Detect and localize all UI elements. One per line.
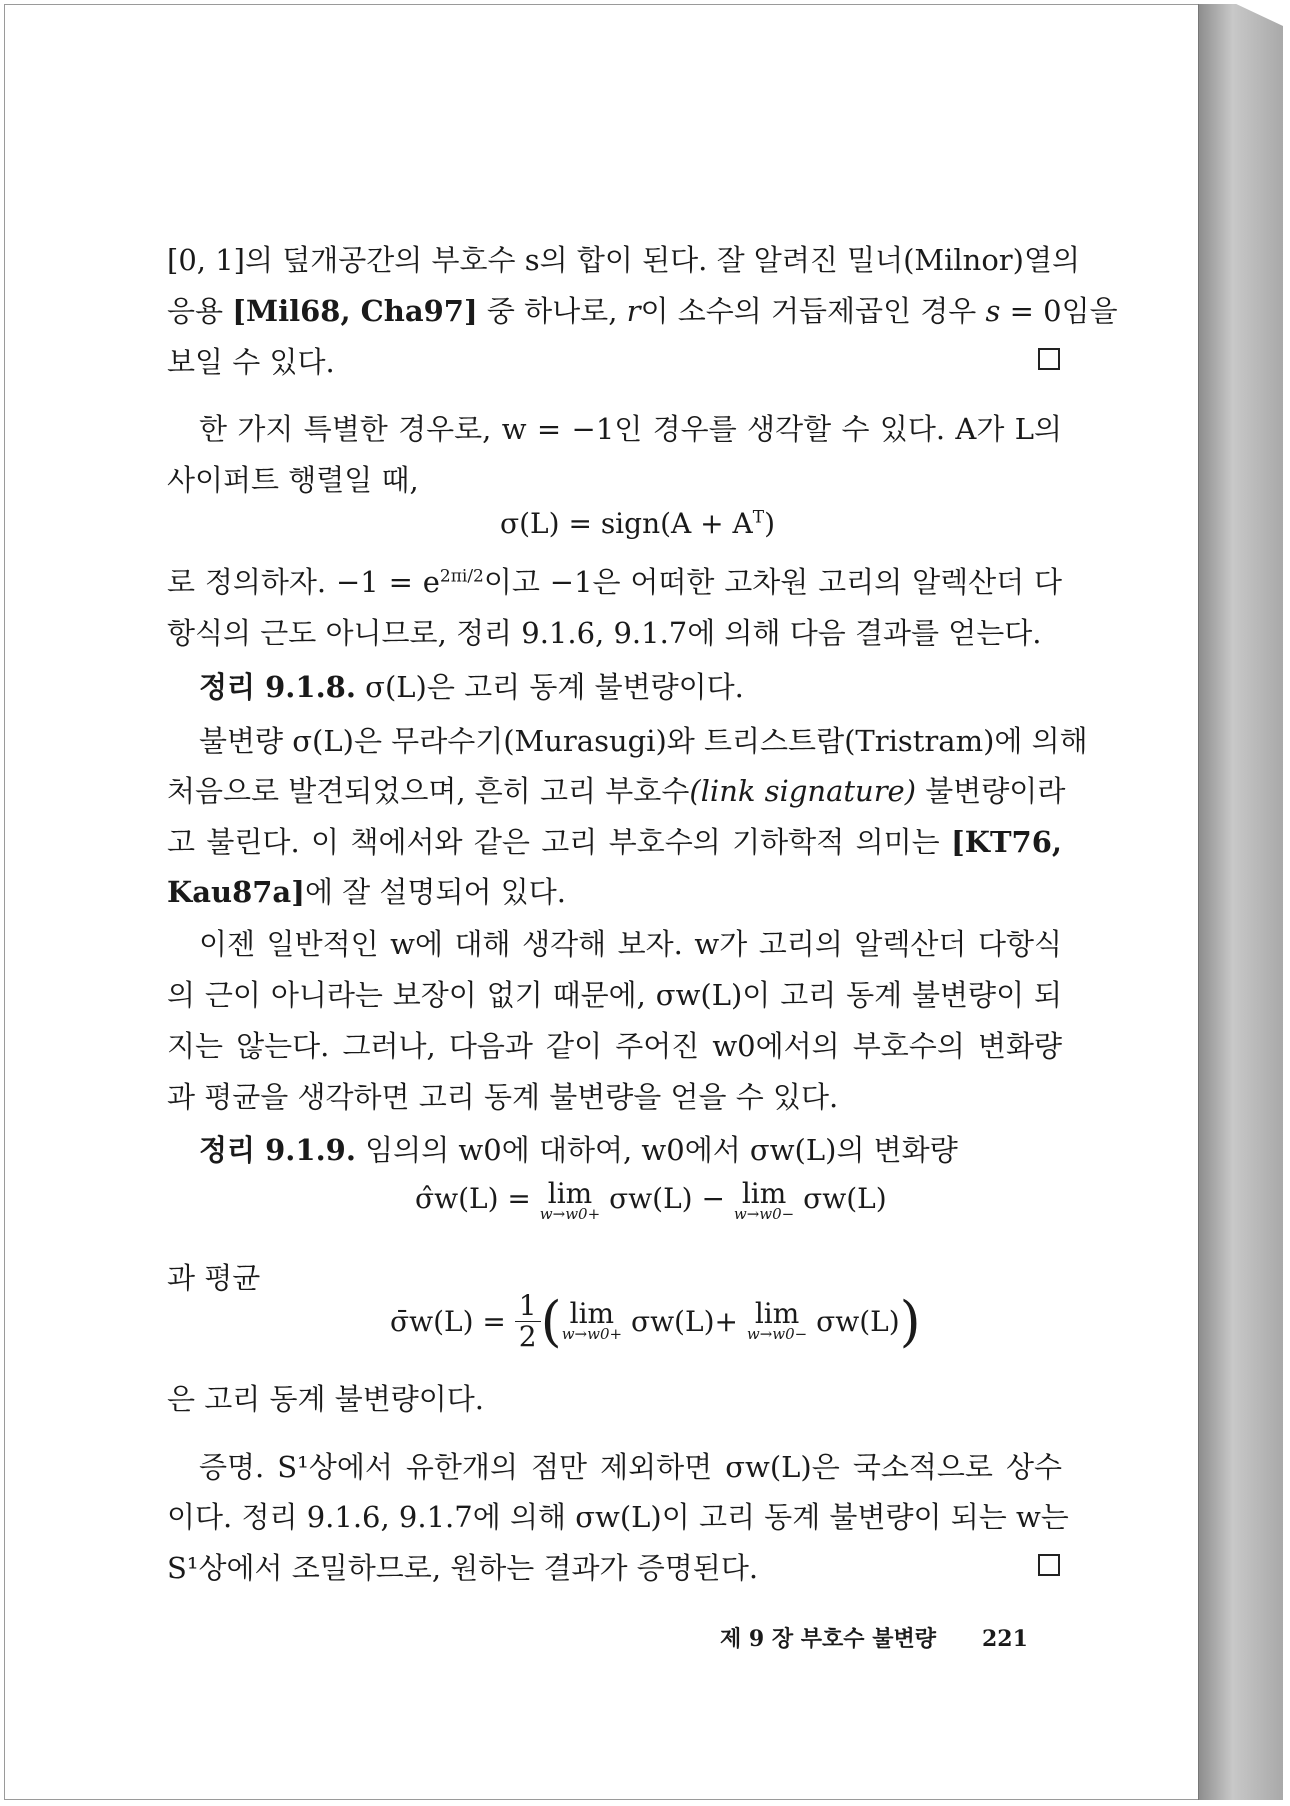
- paragraph-line: [167, 1024, 1062, 1064]
- text-span: 보일 수 있다.: [167, 345, 335, 379]
- lim-subscript: w→w0−: [733, 1205, 795, 1223]
- text-span: 지는 않는다. 그러나, 다음과 같이 주어진 w0에서의 부호수의 변화량: [167, 1029, 1062, 1063]
- paragraph-line: [167, 1075, 1062, 1115]
- paragraph-line: [167, 289, 1118, 329]
- book-spine: [1198, 4, 1283, 1800]
- paragraph-line: [167, 407, 1062, 447]
- text-span: 증명. S¹상에서 유한개의 점만 제외하면 σw(L)은 국소적으로 상수: [199, 1450, 1062, 1484]
- lim-text: lim: [547, 1177, 593, 1210]
- citation: [Mil68, Cha97]: [232, 294, 478, 328]
- text-span: 응용: [167, 294, 233, 328]
- theorem-text: 임의의 w0에 대하여, w0에서 σw(L)의 변화량: [355, 1133, 958, 1167]
- equation-text: σw(L): [816, 1305, 900, 1338]
- equation-text: ): [764, 507, 776, 540]
- text-span: 불변량 σ(L)은 무라수기(Murasugi)와 트리스트람(Tristram)에 의해: [199, 724, 1088, 758]
- equation-text: +: [714, 1305, 738, 1338]
- equation-text: σw(L): [609, 1182, 693, 1215]
- text-span: 은 고리 동계 불변량이다.: [167, 1382, 485, 1416]
- text-span: 한 가지 특별한 경우로, w = −1인 경우를 생각할 수 있다. A가 L의: [199, 412, 1062, 446]
- qed-box-icon: [1038, 348, 1060, 370]
- paragraph-line: [167, 238, 1080, 278]
- paragraph-line: [167, 820, 1062, 860]
- paragraph-line: [167, 340, 1062, 380]
- text-span: 로 정의하자. −1 = e: [167, 565, 440, 599]
- limit-operator: [746, 1296, 808, 1343]
- limit-operator: [561, 1296, 623, 1343]
- paragraph-line: [167, 1445, 1062, 1485]
- equation-text: −: [701, 1182, 725, 1215]
- equation-text: σ(L) = sign(A + A: [500, 507, 753, 540]
- text-span: 불변량이라: [916, 774, 1066, 808]
- paragraph-line: [167, 1546, 1062, 1586]
- equation-text: σw(L): [803, 1182, 887, 1215]
- paragraph-line: [167, 560, 1062, 600]
- paragraph-line: [167, 1377, 1062, 1417]
- lim-text: lim: [754, 1296, 800, 1330]
- paragraph-line: [167, 922, 1062, 962]
- numerator: 1: [515, 1291, 541, 1322]
- qed-box-icon: [1038, 1554, 1060, 1576]
- lim-text: lim: [741, 1177, 787, 1210]
- text-span: 처음으로 발견되었으며, 흔히 고리 부호수: [167, 774, 690, 808]
- superscript: 2πi/2: [439, 566, 484, 587]
- paragraph-line: [167, 611, 1062, 651]
- equation-text: σ̂w(L) =: [415, 1182, 531, 1215]
- citation: [KT76,: [951, 825, 1062, 859]
- equation-text: σ̄w(L) =: [390, 1305, 506, 1338]
- text-span: S¹상에서 조밀하므로, 원하는 결과가 증명된다.: [167, 1551, 759, 1585]
- page-number: 221: [981, 1626, 1028, 1652]
- text-span: 고 불린다. 이 책에서와 같은 고리 부호수의 기하학적 의미는: [167, 825, 952, 859]
- text-span: = 0임을: [1000, 294, 1118, 328]
- superscript: T: [752, 507, 765, 528]
- lim-subscript: w→w0+: [561, 1324, 623, 1343]
- chapter-title: 제 9 장 부호수 불변량: [720, 1626, 936, 1652]
- running-footer: [720, 1622, 1028, 1653]
- text-span: 중 하나로,: [477, 294, 627, 328]
- paragraph-line: [167, 973, 1062, 1013]
- paragraph-line: [167, 719, 1088, 759]
- theorem: [167, 1128, 1062, 1168]
- theorem-text: σ(L)은 고리 동계 불변량이다.: [355, 670, 744, 704]
- citation: Kau87a]: [167, 875, 305, 909]
- equation-variation: [415, 1177, 887, 1223]
- text-span: 이고 −1은 어떠한 고차원 고리의 알렉산더 다: [483, 565, 1062, 599]
- math-var: s: [985, 294, 1001, 328]
- fraction: [515, 1291, 541, 1352]
- lim-subscript: w→w0+: [539, 1205, 601, 1223]
- theorem: [167, 665, 1062, 705]
- text-span: 의 근이 아니라는 보장이 없기 때문에, σw(L)이 고리 동계 불변량이 되: [167, 978, 1062, 1012]
- theorem-label: 정리 9.1.8.: [199, 670, 356, 704]
- paren-left: (: [540, 1290, 562, 1353]
- theorem-label: 정리 9.1.9.: [199, 1133, 356, 1167]
- limit-operator: [539, 1177, 601, 1223]
- math-var: r: [626, 294, 641, 328]
- equation-text: σw(L): [630, 1305, 715, 1338]
- text-span: 항식의 근도 아니므로, 정리 9.1.6, 9.1.7에 의해 다음 결과를 얻는다.: [167, 616, 1042, 650]
- equation-average: [390, 1290, 921, 1353]
- paragraph-line: [167, 769, 1066, 809]
- lim-text: lim: [569, 1296, 615, 1330]
- text-span: 과 평균을 생각하면 고리 동계 불변량을 얻을 수 있다.: [167, 1080, 839, 1114]
- text-span: 과 평균: [167, 1261, 261, 1295]
- text-span: [0, 1]의 덮개공간의 부호수 s의 합이 된다. 잘 알려진 밀너(Milnor)열의: [167, 243, 1080, 277]
- paragraph-line: [167, 458, 1062, 498]
- lim-subscript: w→w0−: [746, 1324, 808, 1343]
- equation-sigma: [500, 507, 775, 540]
- paragraph-line: [167, 870, 1062, 910]
- text-span: 이다. 정리 9.1.6, 9.1.7에 의해 σw(L)이 고리 동계 불변량이 되는 w는: [167, 1500, 1069, 1534]
- paren-right: ): [899, 1290, 921, 1353]
- text-span: 이젠 일반적인 w에 대해 생각해 보자. w가 고리의 알렉산더 다항식: [199, 927, 1062, 961]
- paragraph-line: [167, 1495, 1069, 1535]
- text-span: 이 소수의 거듭제곱인 경우: [640, 294, 986, 328]
- denominator: 2: [518, 1320, 537, 1353]
- text-span: 에 잘 설명되어 있다.: [304, 875, 566, 909]
- limit-operator: [733, 1177, 795, 1223]
- italic-term: (link signature): [689, 774, 917, 808]
- text-span: 사이퍼트 행렬일 때,: [167, 463, 419, 497]
